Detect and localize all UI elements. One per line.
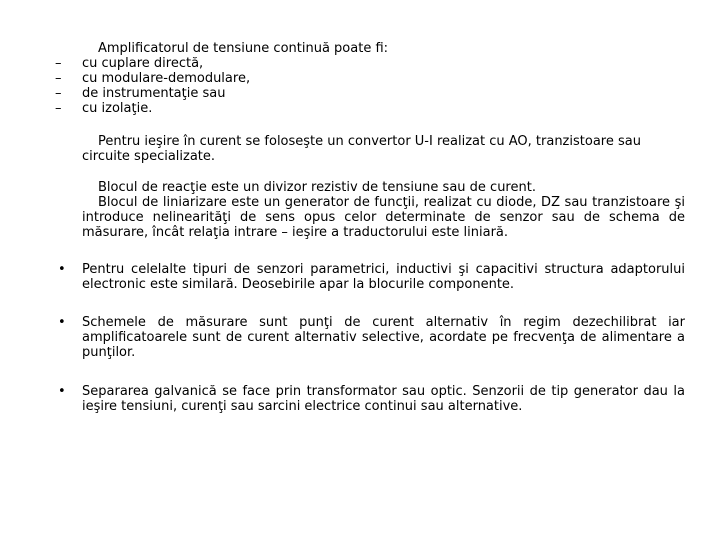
list-item-text: de instrumentaţie sau	[82, 86, 226, 101]
bullet-marker: •	[58, 384, 66, 399]
intro-text: Amplificatorul de tensiune continuă poate fi:	[98, 41, 389, 56]
dash-marker: –	[55, 101, 62, 116]
feedback-paragraph: Blocul de reacţie este un divizor rezistiv de tensiune sau de curent.	[98, 180, 536, 195]
list-item	[55, 86, 250, 101]
list-item	[55, 101, 250, 116]
list-item-text: cu izolaţie.	[82, 101, 153, 116]
linearization-paragraph: Blocul de liniarizare este un generator de funcţii, realizat cu diode, DZ sau tranzistoare şi introduce nelinearităţi de sens opus celor determinate de senzor sau de schema de măsurare, încât relaţia intrare – ieşire a traductorului este liniară.	[82, 195, 685, 240]
dash-list	[55, 56, 250, 116]
list-item-text: cu modulare-demodulare,	[82, 71, 251, 86]
bullet-paragraph-isolation: Separarea galvanică se face prin transformator sau optic. Senzorii de tip generator dau la ieşire tensiuni, curenţi sau sarcini electrice continui sau alternative.	[82, 384, 685, 414]
list-item	[55, 71, 250, 86]
dash-marker: –	[55, 56, 62, 71]
bullet-paragraph-sensors: Pentru celelalte tipuri de senzori parametrici, inductivi şi capacitivi structura adaptorului electronic este similară. Deosebirile apar la blocurile componente.	[82, 262, 685, 292]
list-item-text: cu cuplare directă,	[82, 56, 204, 71]
output-paragraph: Pentru ieşire în curent se foloseşte un convertor U-I realizat cu AO, tranzistoare sau circuite specializate.	[82, 134, 641, 164]
list-item	[55, 56, 250, 71]
dash-marker: –	[55, 71, 62, 86]
bullet-marker: •	[58, 262, 66, 277]
bullet-paragraph-bridges: Schemele de măsurare sunt punţi de curent alternativ în regim dezechilibrat iar amplificatoarele sunt de curent alternativ selective, acordate pe frecvenţa de alimentare a punţilor.	[82, 315, 685, 360]
dash-marker: –	[55, 86, 62, 101]
bullet-marker: •	[58, 315, 66, 330]
